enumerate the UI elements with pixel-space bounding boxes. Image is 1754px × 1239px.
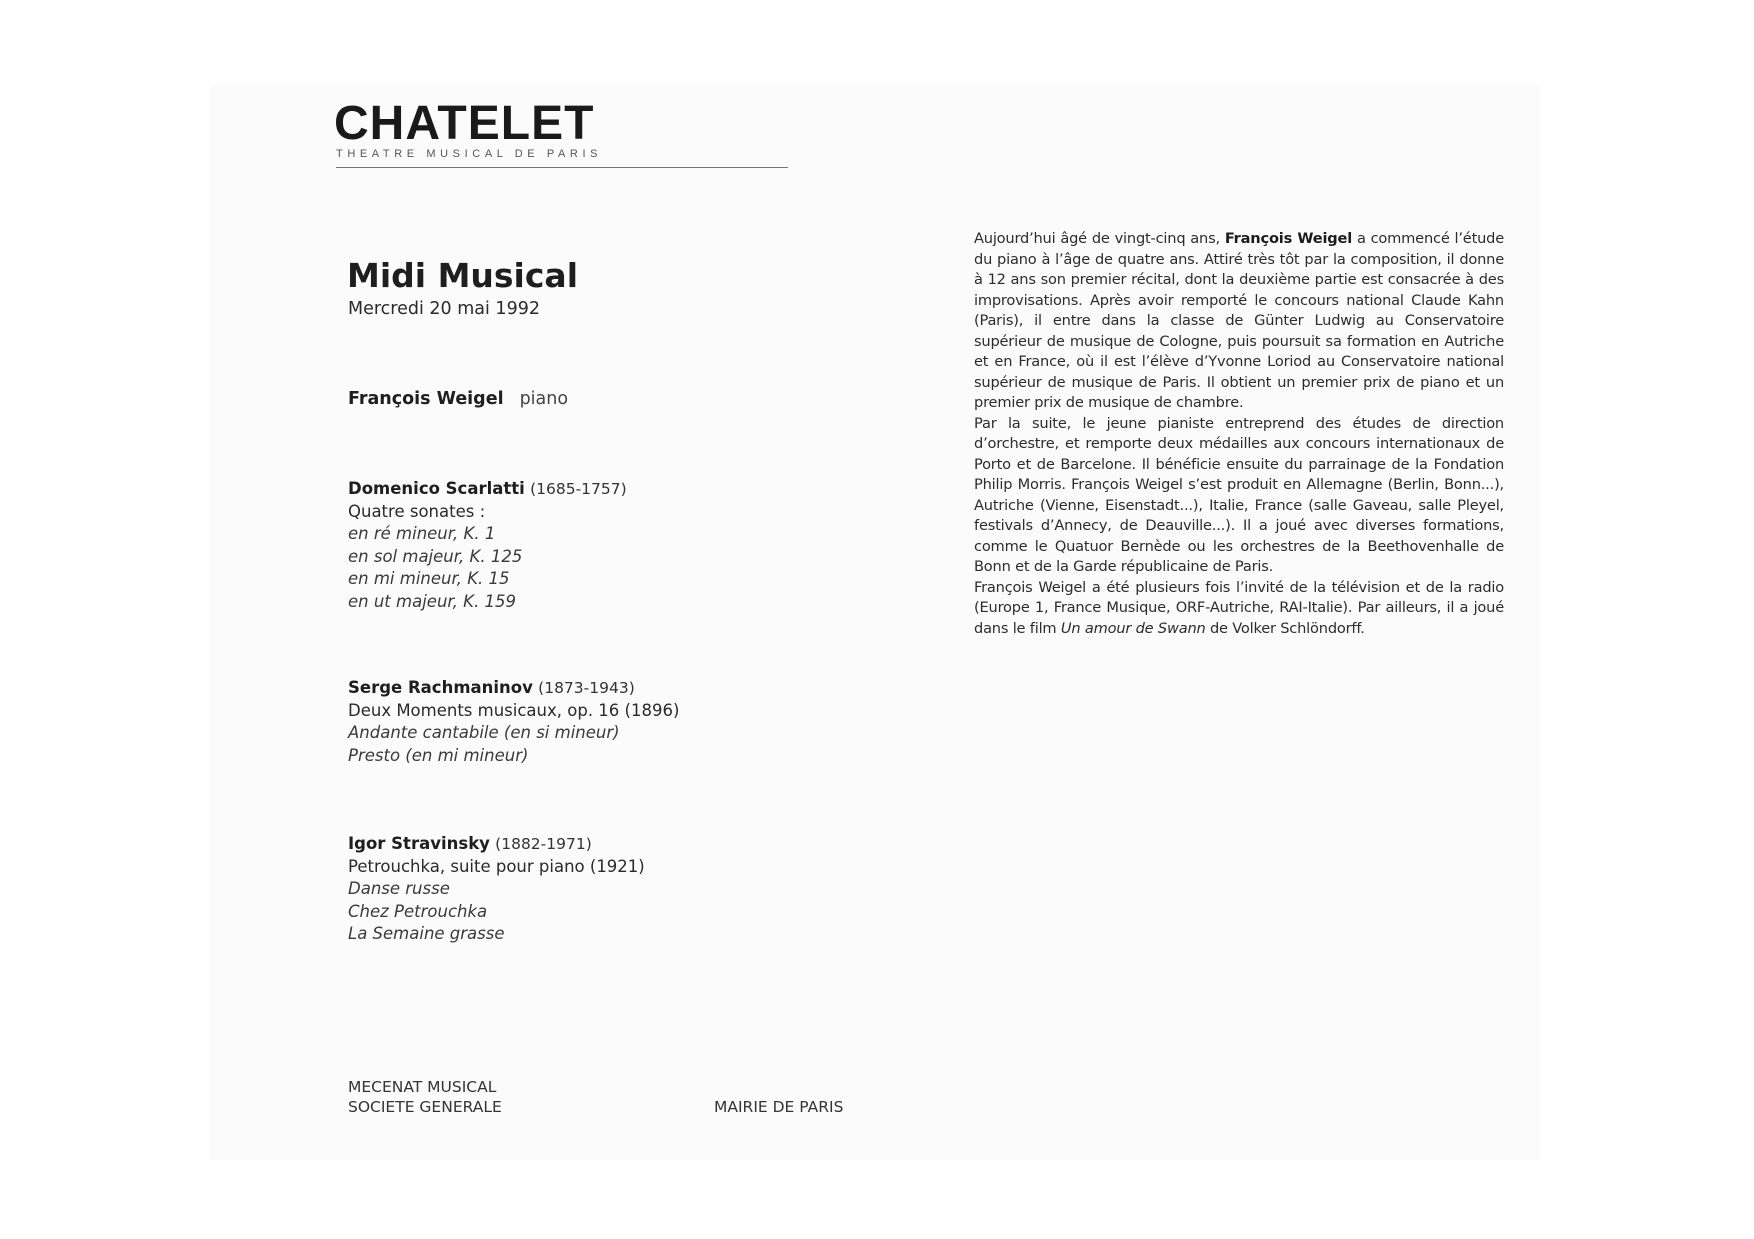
- performer-biography: [974, 229, 1504, 639]
- composer-years: (1685-1757): [530, 480, 627, 498]
- header-divider: [336, 167, 788, 168]
- partner-credit: MAIRIE DE PARIS: [714, 1098, 844, 1116]
- movement: en ré mineur, K. 1: [348, 524, 496, 543]
- concert-title: Midi Musical: [347, 256, 578, 295]
- concert-date: Mercredi 20 mai 1992: [348, 299, 540, 319]
- bio-text: de Volker Schlöndorff.: [1205, 619, 1365, 637]
- sponsor-credit: [348, 1077, 502, 1117]
- bio-performer-name: François Weigel: [1224, 230, 1353, 247]
- chatelet-logo: [334, 98, 804, 160]
- bio-text: François Weigel a été plusieurs fois l’invité de la télévision et de la radio (Europe 1, France Musique, ORF-Autriche, RAI-Italie). Par ailleurs, il a joué dans le film: [974, 578, 1504, 637]
- composer-years: (1873-1943): [538, 679, 635, 697]
- program-item-stravinsky: [348, 833, 645, 946]
- bio-text: a commencé l’étude du piano à l’âge de quatre ans. Attiré très tôt par la composition, il donne à 12 ans son premier récital, dont la deuxième partie est consacrée à des improvisations. Après avoir remporté le concours national Claude Kahn (Paris), il entre dans la classe de Günter Ludwig au Conservatoire supérieur de musique de Cologne, puis poursuit sa formation en Autriche et en France, où il est l’élève d’Yvonne Loriod au Conservatoire national supérieur de musique de Paris. Il obtient un premier prix de piano et un premier prix de musique de chambre.: [974, 230, 1504, 411]
- bio-paragraph: Par la suite, le jeune pianiste entreprend des études de direction d’orchestre, et remporte deux médailles aux concours internationaux de Porto et de Barcelone. Il bénéficie ensuite du parrainage de la Fondation Philip Morris. François Weigel s’est produit en Allemagne (Berlin, Bonn...), Autriche (Vienne, Eisenstadt...), Italie, France (salle Gaveau, salle Pleyel, festivals d’Annecy, de Deauville...). Il a joué avec diverses formations, comme le Quatuor Bernède ou les orchestres de la Beethovenhalle de Bonn et de la Garde républicaine de Paris.: [974, 414, 1504, 575]
- bio-paragraph: [974, 578, 1504, 640]
- movement: en ut majeur, K. 159: [348, 591, 516, 611]
- performer-instrument: piano: [519, 389, 569, 409]
- bio-text: Aujourd’hui âgé de vingt-cinq ans,: [974, 230, 1225, 247]
- work-title: Quatre sonates :: [348, 501, 486, 521]
- movement: Chez Petrouchka: [348, 901, 488, 921]
- movement: Danse russe: [348, 879, 450, 898]
- work-title: Petrouchka, suite pour piano (1921): [348, 856, 645, 876]
- composer-years: (1882-1971): [495, 835, 592, 853]
- performer: [348, 389, 568, 409]
- sponsor-line: MECENAT MUSICAL: [348, 1078, 497, 1096]
- logo-subtitle: THEATRE MUSICAL DE PARIS: [336, 148, 603, 160]
- bio-paragraph: [974, 229, 1504, 414]
- composer-name: Serge Rachmaninov: [348, 678, 533, 697]
- logo-title: CHATELET: [334, 97, 595, 150]
- composer-name: Domenico Scarlatti: [348, 479, 525, 498]
- movement: en mi mineur, K. 15: [348, 569, 510, 588]
- film-title: Un amour de Swann: [1060, 619, 1206, 637]
- composer-name: Igor Stravinsky: [348, 834, 490, 853]
- movement: Andante cantabile (en si mineur): [348, 723, 620, 742]
- program-item-scarlatti: [348, 478, 627, 613]
- program-item-rachmaninov: [348, 677, 679, 767]
- sponsor-line: SOCIETE GENERALE: [348, 1098, 502, 1116]
- movement: La Semaine grasse: [348, 924, 505, 943]
- movement: Presto (en mi mineur): [348, 745, 529, 765]
- work-title: Deux Moments musicaux, op. 16 (1896): [348, 700, 680, 720]
- performer-name: François Weigel: [348, 389, 504, 409]
- movement: en sol majeur, K. 125: [348, 546, 523, 566]
